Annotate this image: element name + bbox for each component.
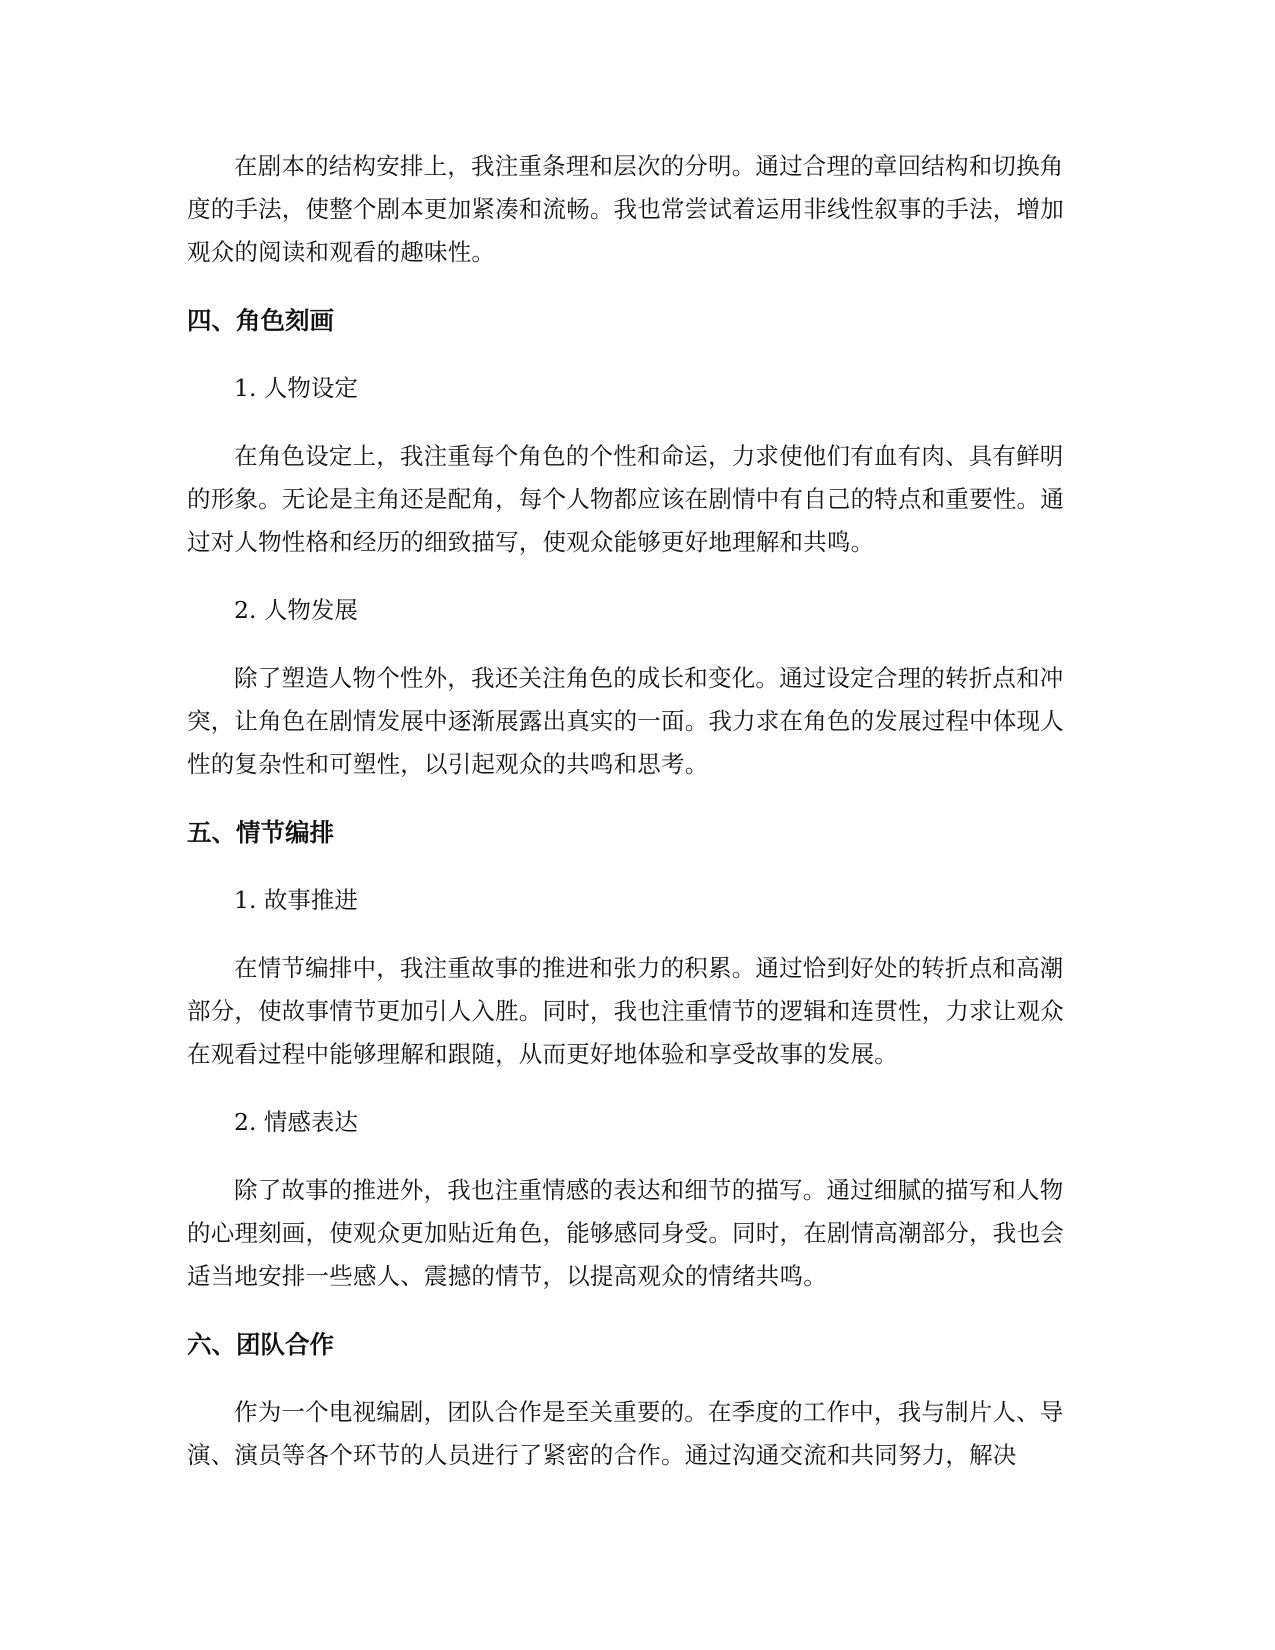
document-body <box>187 145 1087 1477</box>
paragraph-story-progression: 在情节编排中，我注重故事的推进和张力的积累。通过恰到好处的转折点和高潮部分，使故事情节更加引人入胜。同时，我也注重情节的逻辑和连贯性，力求让观众在观看过程中能够理解和跟随，从而更好地体验和享受故事的发展。 <box>187 954 1064 1068</box>
section-heading-character: 四、角色刻画 <box>187 306 334 335</box>
paragraph-structure: 在剧本的结构安排上，我注重条理和层次的分明。通过合理的章回结构和切换角度的手法，使整个剧本更加紧凑和流畅。我也常尝试着运用非线性叙事的手法，增加观众的阅读和观看的趣味性。 <box>187 152 1064 266</box>
section-heading-teamwork: 六、团队合作 <box>187 1330 334 1359</box>
paragraph-emotional-expression: 除了故事的推进外，我也注重情感的表达和细节的描写。通过细腻的描写和人物的心理刻画，使观众更加贴近角色，能够感同身受。同时，在剧情高潮部分，我也会适当地安排一些感人、震撼的情节，以提高观众的情绪共鸣。 <box>187 1176 1064 1290</box>
paragraph-teamwork: 作为一个电视编剧，团队合作是至关重要的。在季度的工作中，我与制片人、导演、演员等各个环节的人员进行了紧密的合作。通过沟通交流和共同努力，解决 <box>187 1398 1064 1469</box>
subheading-character-development: 2. 人物发展 <box>234 596 358 624</box>
subheading-story-progression: 1. 故事推进 <box>234 886 358 914</box>
subheading-character-setting: 1. 人物设定 <box>234 374 358 402</box>
paragraph-character-setting: 在角色设定上，我注重每个角色的个性和命运，力求使他们有血有肉、具有鲜明的形象。无论是主角还是配角，每个人物都应该在剧情中有自己的特点和重要性。通过对人物性格和经历的细致描写，使观众能够更好地理解和共鸣。 <box>187 442 1064 556</box>
paragraph-character-development: 除了塑造人物个性外，我还关注角色的成长和变化。通过设定合理的转折点和冲突，让角色在剧情发展中逐渐展露出真实的一面。我力求在角色的发展过程中体现人性的复杂性和可塑性，以引起观众的共鸣和思考。 <box>187 664 1064 778</box>
subheading-emotional-expression: 2. 情感表达 <box>234 1108 358 1136</box>
section-heading-plot: 五、情节编排 <box>187 818 334 847</box>
